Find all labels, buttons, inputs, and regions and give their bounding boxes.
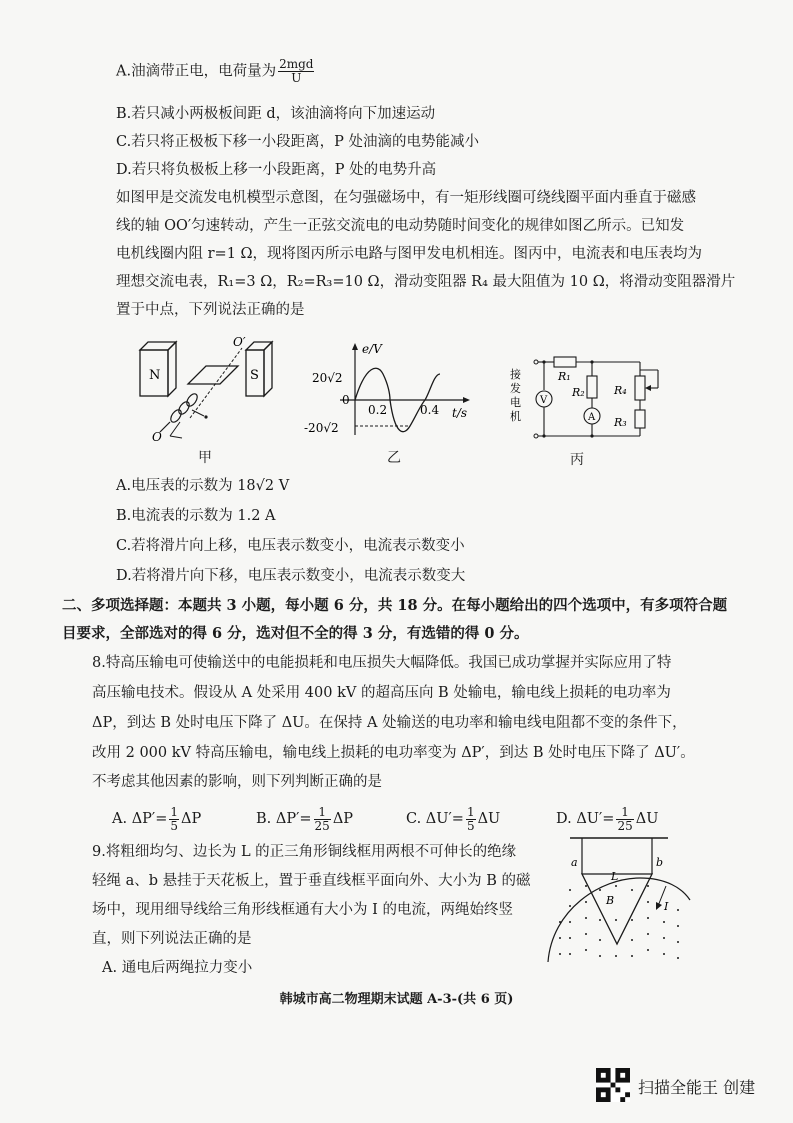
axis-bottom-label: O bbox=[152, 430, 162, 442]
side-length-label: L bbox=[611, 870, 619, 883]
axis-top-label: O′ bbox=[233, 335, 246, 349]
q8-option-a-suffix: ΔP bbox=[181, 811, 202, 827]
y-axis-label: e/V bbox=[362, 342, 382, 356]
q8-stem-line4: 改用 2 000 kV 特高压输电，输电线上损耗的电功率变为 ΔP′，到达 B 处时电压下降了 ΔU′。 bbox=[92, 745, 695, 761]
fraction-numerator: 1 bbox=[170, 804, 178, 819]
y-min-label: -20√2 bbox=[304, 421, 339, 435]
q6-option-a-fraction bbox=[278, 58, 314, 85]
q8-option-b-suffix: ΔP bbox=[332, 811, 354, 827]
ammeter-label: A bbox=[588, 412, 596, 423]
field-b-label: B bbox=[606, 894, 615, 907]
q8-option-a bbox=[112, 802, 201, 836]
q7-option-d: D.若将滑片向下移，电压表示数变小，电流表示数变大 bbox=[116, 568, 466, 584]
scanner-watermark: 扫描全能王 创建 bbox=[638, 1078, 756, 1097]
q9-stem-line4: 直，则下列说法正确的是 bbox=[92, 931, 252, 947]
q7-stem-line1: 如图甲是交流发电机模型示意图，在匀强磁场中，有一矩形线圈可绕线圈平面内垂直于磁感 bbox=[116, 190, 696, 206]
q8-option-c-suffix: ΔU bbox=[477, 811, 501, 827]
source-label-4: 机 bbox=[510, 410, 521, 423]
resistor-r2 bbox=[587, 376, 597, 398]
q6-option-b: B.若只减小两极板间距 d，该油滴将向下加速运动 bbox=[116, 106, 436, 122]
figure-yi-emf-graph bbox=[300, 340, 490, 440]
q8-option-c-fraction bbox=[466, 806, 476, 833]
fraction-denominator: 5 bbox=[466, 818, 475, 833]
magnet-s-label: S bbox=[250, 368, 259, 383]
figure-q9-triangle-frame bbox=[540, 830, 700, 970]
x-tick-label-1: 0.2 bbox=[368, 403, 388, 417]
q8-stem-line5: 不考虑其他因素的影响，则下列判断正确的是 bbox=[92, 774, 382, 790]
q8-option-a-prefix: A. ΔP′= bbox=[112, 811, 168, 827]
figure-yi-caption: 乙 bbox=[387, 450, 401, 466]
fraction-numerator: 1 bbox=[466, 804, 475, 819]
q6-option-a bbox=[116, 58, 316, 85]
field-dots bbox=[559, 885, 679, 959]
section2-header-line1: 二、多项选择题：本题共 3 小题，每小题 6 分，共 18 分。在每小题给出的四个选项中，有多项符合题 bbox=[62, 597, 728, 614]
figure-jia-generator bbox=[130, 330, 280, 442]
q7-stem-line5: 置于中点，下列说法正确的是 bbox=[116, 302, 305, 318]
q7-stem-line3: 电机线圈内阻 r=1 Ω，现将图丙所示电路与图甲发电机相连。图丙中，电流表和电压表均为 bbox=[116, 246, 703, 262]
q6-option-d: D.若只将负极板上移一小段距离，P 处的电势升高 bbox=[116, 162, 437, 178]
q8-stem-line3: ΔP，到达 B 处时电压下降了 ΔU。在保持 A 处输送的电功率和输电线电阻都不变的条件下， bbox=[92, 715, 687, 731]
q9-stem-line1: 9.将粗细均匀、边长为 L 的正三角形铜线框用两根不可伸长的绝缘 bbox=[92, 844, 517, 860]
fraction-denominator: U bbox=[291, 71, 302, 85]
rheostat-r4 bbox=[635, 376, 645, 400]
fraction-numerator: 1 bbox=[616, 806, 633, 820]
slider-arrow bbox=[645, 385, 651, 391]
page-footer: 韩城市高二物理期末试题 A-3-(共 6 页) bbox=[279, 992, 514, 1007]
current-i-label: I bbox=[664, 900, 669, 913]
source-label-1: 接 bbox=[510, 368, 521, 381]
r3-label: R₃ bbox=[614, 416, 627, 429]
fraction-numerator: 2mgd bbox=[279, 57, 314, 71]
figure-jia-caption: 甲 bbox=[198, 450, 212, 466]
q7-option-a: A.电压表的示数为 18√2 V bbox=[116, 478, 290, 494]
fraction-denominator: 25 bbox=[617, 818, 633, 833]
y-max-label: 20√2 bbox=[312, 371, 343, 385]
rope-b-label: b bbox=[656, 856, 664, 869]
section2-header-line2: 目要求，全部选对的得 6 分，选对但不全的得 3 分，有选错的得 0 分。 bbox=[62, 625, 529, 642]
q8-stem-line1: 8.特高压输电可使输送中的电能损耗和电压损失大幅降低。我国已成功掌握并实际应用了特 bbox=[92, 655, 672, 671]
q7-stem-line4: 理想交流电表，R₁=3 Ω，R₂=R₃=10 Ω，滑动变阻器 R₄ 最大阻值为 10 Ω，将滑动变阻器滑片 bbox=[116, 274, 736, 290]
q7-stem-line2: 线的轴 OO′匀速转动，产生一正弦交流电的电动势随时间变化的规律如图乙所示。已知发 bbox=[116, 218, 685, 234]
q9-option-a: A. 通电后两绳拉力变小 bbox=[102, 960, 253, 976]
resistor-r3 bbox=[635, 410, 645, 428]
q8-option-d-fraction bbox=[616, 806, 633, 833]
q6-option-a-text: A.油滴带正电，电荷量为 bbox=[116, 63, 277, 80]
q8-option-b-fraction bbox=[314, 806, 331, 833]
q6-option-c: C.若只将正极板下移一小段距离，P 处油滴的电势能减小 bbox=[116, 134, 480, 150]
q8-option-d-suffix: ΔU bbox=[635, 811, 659, 827]
q8-option-b-prefix: B. ΔP′= bbox=[256, 811, 312, 827]
magnet-n-label: N bbox=[149, 368, 161, 383]
q9-stem-line2: 轻绳 a、b 悬挂于天花板上，置于垂直线框平面向外、大小为 B 的磁 bbox=[92, 873, 531, 889]
r2-label: R₂ bbox=[572, 386, 585, 399]
origin-label: 0 bbox=[342, 393, 350, 407]
fraction-denominator: 5 bbox=[170, 818, 178, 833]
rope-a-label: a bbox=[571, 856, 578, 869]
q8-stem-line2: 高压输电技术。假设从 A 处采用 400 kV 的超高压向 B 处输电，输电线上损耗的电功率为 bbox=[92, 685, 671, 701]
q7-option-b: B.电流表的示数为 1.2 A bbox=[116, 508, 276, 524]
q8-option-c bbox=[406, 802, 500, 836]
source-label-3: 电 bbox=[510, 396, 521, 409]
voltmeter-label: V bbox=[540, 395, 548, 406]
source-label-2: 发 bbox=[510, 382, 521, 395]
x-tick-label-2: 0.4 bbox=[420, 403, 440, 417]
r1-label: R₁ bbox=[558, 370, 571, 383]
x-axis-label: t/s bbox=[452, 406, 468, 420]
fraction-denominator: 25 bbox=[314, 818, 330, 833]
axis-line bbox=[190, 348, 242, 418]
fraction-numerator: 1 bbox=[314, 806, 331, 820]
q9-stem-line3: 场中，现用细导线给三角形线框通有大小为 I 的电流，两绳始终竖 bbox=[92, 902, 513, 918]
qr-code-icon bbox=[596, 1068, 630, 1102]
q8-option-a-fraction bbox=[169, 806, 179, 833]
coil bbox=[188, 366, 238, 384]
q8-option-b bbox=[256, 802, 353, 836]
q8-option-c-prefix: C. ΔU′= bbox=[406, 811, 464, 827]
triangle-frame bbox=[582, 874, 652, 944]
r4-label: R₄ bbox=[614, 384, 627, 397]
figure-bing-circuit bbox=[500, 352, 670, 447]
q8-option-d-prefix: D. ΔU′= bbox=[556, 811, 615, 827]
resistor-r1 bbox=[554, 357, 576, 367]
figure-bing-caption: 丙 bbox=[570, 452, 584, 468]
q7-option-c: C.若将滑片向上移，电压表示数变小，电流表示数变小 bbox=[116, 538, 465, 554]
